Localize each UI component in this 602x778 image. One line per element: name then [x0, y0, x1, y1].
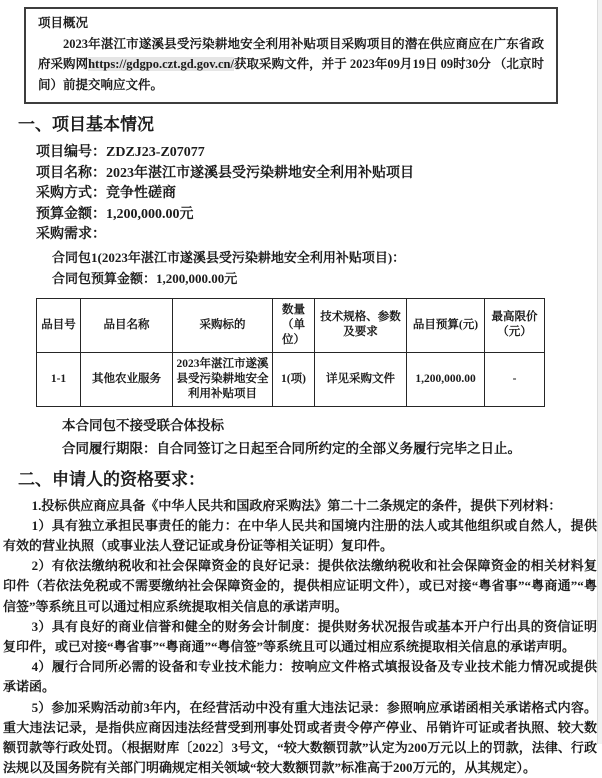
- cell-procurement-subject: 2023年湛江市遂溪县受污染耕地安全利用补贴项目: [173, 352, 273, 406]
- package-notes: [62, 414, 602, 460]
- scrollbar[interactable]: [597, 0, 602, 744]
- field-label: 采购方式：: [36, 186, 106, 201]
- header-procurement-subject: 采购标的: [173, 298, 273, 352]
- field-value: 2023年湛江市遂溪县受污染耕地安全利用补贴项目: [106, 166, 414, 181]
- requirement-paragraph: 1.投标供应商应具备《中华人民共和国政府采购法》第二十二条规定的条件，提供下列材料：: [3, 496, 597, 516]
- items-table: [36, 298, 545, 407]
- package-line: 合同包1(2023年湛江市遂溪县受污染耕地安全利用补贴项目)：: [52, 247, 602, 268]
- requirement-paragraph: 3）具有良好的商业信誉和健全的财务会计制度：提供财务状况报告或基本开户行出具的资信证明复印件，或已对接“粤省事”“粤商通”“粤信签”等系统且可以通过相应系统提取相关信息的承诺声明。: [3, 617, 597, 657]
- project-overview-box: [24, 7, 558, 104]
- cell-tech-specs: 详见采购文件: [315, 352, 407, 406]
- overview-text-before-url: 2023年湛江市遂溪县受污染耕地安全利用补贴项目采购项目的潜在供应商应在广东省政府采购网: [38, 37, 544, 72]
- header-item-name: 品目名称: [81, 298, 173, 352]
- note-no-consortium: 本合同包不接受联合体投标: [62, 414, 602, 437]
- field-label: 项目编号：: [36, 145, 106, 160]
- section-basic-heading: 一、项目基本情况: [18, 114, 602, 136]
- requirement-paragraph: 2）有依法缴纳税收和社会保障资金的良好记录：提供依法缴纳税收和社会保障资金的相关材料复印件（若依法免税或不需要缴纳社会保障资金的，提供相应证明文件），或已对接“粤省事”“粤商通”“粤信签”等系统且可以通过相应系统提取相关信息的承诺声明。: [3, 556, 597, 617]
- field-label: 预算金额：: [36, 207, 106, 222]
- field-value: 1,200,000.00元: [106, 207, 194, 222]
- overview-paragraph: [38, 34, 544, 96]
- field-label: 项目名称：: [36, 166, 106, 181]
- header-max-price: 最高限价（元）: [485, 298, 545, 352]
- field-budget-amount: [36, 205, 602, 226]
- contract-package-block: [52, 247, 602, 289]
- header-tech-specs: 技术规格、参数及要求: [315, 298, 407, 352]
- cell-item-number: 1-1: [37, 352, 81, 406]
- field-project-name: [36, 164, 602, 185]
- table-row: [37, 352, 545, 406]
- header-quantity-unit: 数量（单位）: [273, 298, 315, 352]
- field-procurement-demand: [36, 225, 602, 246]
- cell-item-name: 其他农业服务: [81, 352, 173, 406]
- cell-item-budget: 1,200,000.00: [407, 352, 485, 406]
- package-budget-line: 合同包预算金额：1,200,000.00元: [52, 268, 602, 289]
- overview-title: 项目概况: [38, 13, 544, 34]
- field-value: ZDZJ23-Z07077: [106, 145, 205, 160]
- field-project-number: [36, 143, 602, 164]
- requirement-paragraph: 1）具有独立承担民事责任的能力：在中华人民共和国境内注册的法人或其他组织或自然人，提供有效的营业执照（或事业法人登记证或身份证等相关证明）复印件。: [3, 516, 597, 556]
- header-item-budget: 品目预算(元): [407, 298, 485, 352]
- requirement-paragraph: 4）履行合同所必需的设备和专业技术能力：按响应文件格式填报设备及专业技术能力情况或提供承诺函。: [3, 657, 597, 697]
- cell-quantity-unit: 1(项): [273, 352, 315, 406]
- overview-text-after-url: 获取采购文件，并于 2023年09月19日 09时30分 （北京时间）前提交响应文件。: [38, 57, 544, 92]
- section-qualification-heading: 二、申请人的资格要求：: [18, 469, 602, 491]
- note-contract-period: 合同履行期限：自合同签订之日起至合同所约定的全部义务履行完毕之日止。: [62, 437, 602, 460]
- qualification-paragraphs: [3, 496, 597, 778]
- procurement-url[interactable]: https://gdgpo.czt.gd.gov.cn/: [88, 57, 234, 71]
- cell-max-price: -: [485, 352, 545, 406]
- requirement-paragraph: 5）参加采购活动前3年内，在经营活动中没有重大违法记录：参照响应承诺函相关承诺格式内容。重大违法记录，是指供应商因违法经营受到刑事处罚或者责令停产停业、吊销许可证或者执照、较大数额罚款等行政处罚。（根据财库〔2022〕3号文，“较大数额罚款”认定为200万元以上的罚款，法律、行政法规以及国务院有关部门明确规定相关领域“较大数额罚款”标准高于200万元的，从其规定）。: [3, 698, 597, 778]
- table-header-row: [37, 298, 545, 352]
- header-item-number: 品目号: [37, 298, 81, 352]
- field-value: 竞争性磋商: [106, 186, 176, 201]
- field-procurement-method: [36, 184, 602, 205]
- field-label: 采购需求：: [36, 227, 106, 242]
- basic-info-fields: [36, 143, 602, 246]
